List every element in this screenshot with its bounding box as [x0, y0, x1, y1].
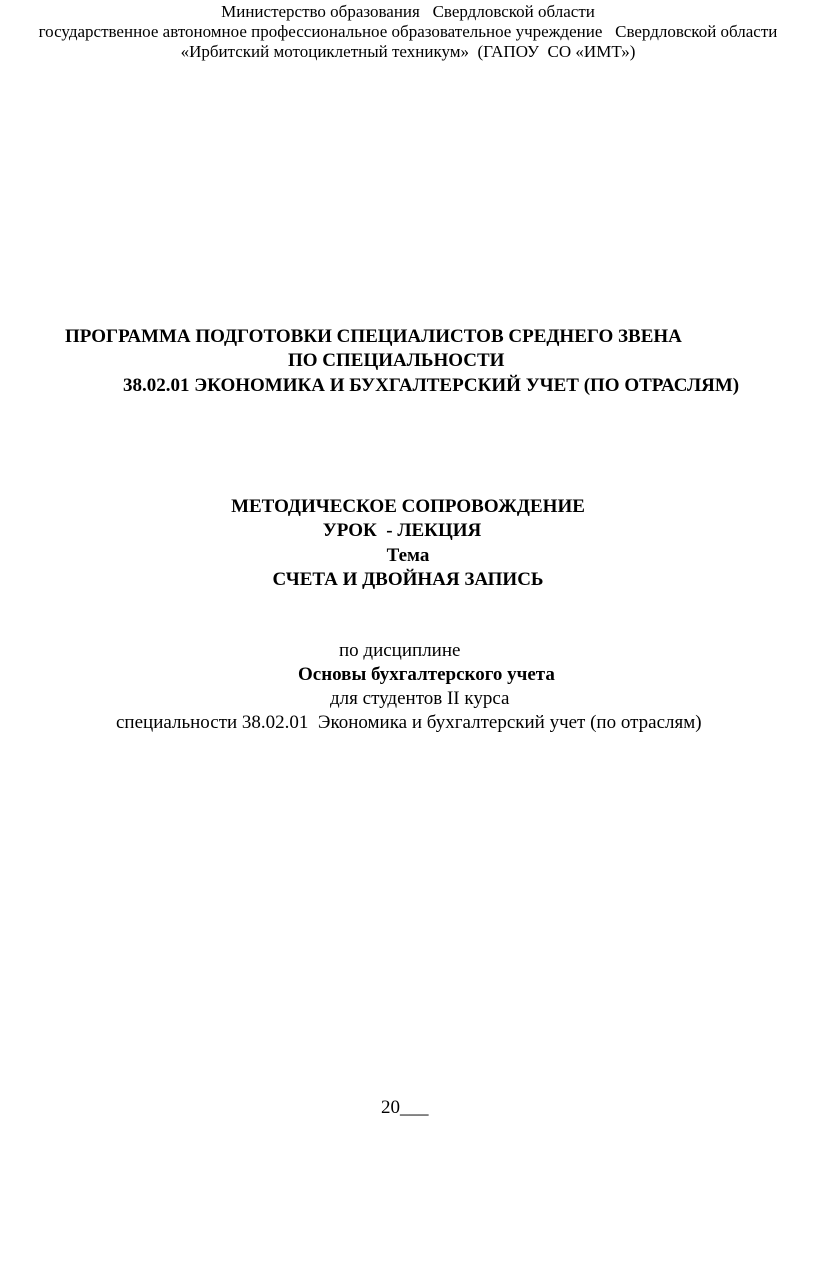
header-institution-type: государственное автономное профессиональное образовательное учреждение Свердловской области [38, 22, 778, 41]
year-field: 20___ [381, 1097, 429, 1118]
discipline-name: Основы бухгалтерского учета [298, 664, 555, 685]
program-title: ПРОГРАММА ПОДГОТОВКИ СПЕЦИАЛИСТОВ СРЕДНЕГО ЗВЕНА [65, 326, 682, 347]
lesson-type: УРОК - ЛЕКЦИЯ [322, 520, 482, 541]
discipline-intro: по дисциплине [339, 640, 461, 661]
theme-label: Тема [386, 545, 430, 566]
program-specialty-name: 38.02.01 ЭКОНОМИКА И БУХГАЛТЕРСКИЙ УЧЕТ (ПО ОТРАСЛЯМ) [123, 375, 740, 396]
header-ministry: Министерство образования Свердловской области [221, 2, 595, 21]
theme-title: СЧЕТА И ДВОЙНАЯ ЗАПИСЬ [272, 569, 544, 590]
program-specialty-label: ПО СПЕЦИАЛЬНОСТИ [288, 350, 505, 371]
discipline-audience: для студентов II курса [330, 688, 510, 709]
method-title: МЕТОДИЧЕСКОЕ СОПРОВОЖДЕНИЕ [231, 496, 585, 517]
header-institution-name: «Ирбитский мотоциклетный техникум» (ГАПОУ СО «ИМТ») [180, 42, 636, 61]
discipline-specialty: специальности 38.02.01 Экономика и бухгалтерский учет (по отраслям) [116, 712, 702, 733]
